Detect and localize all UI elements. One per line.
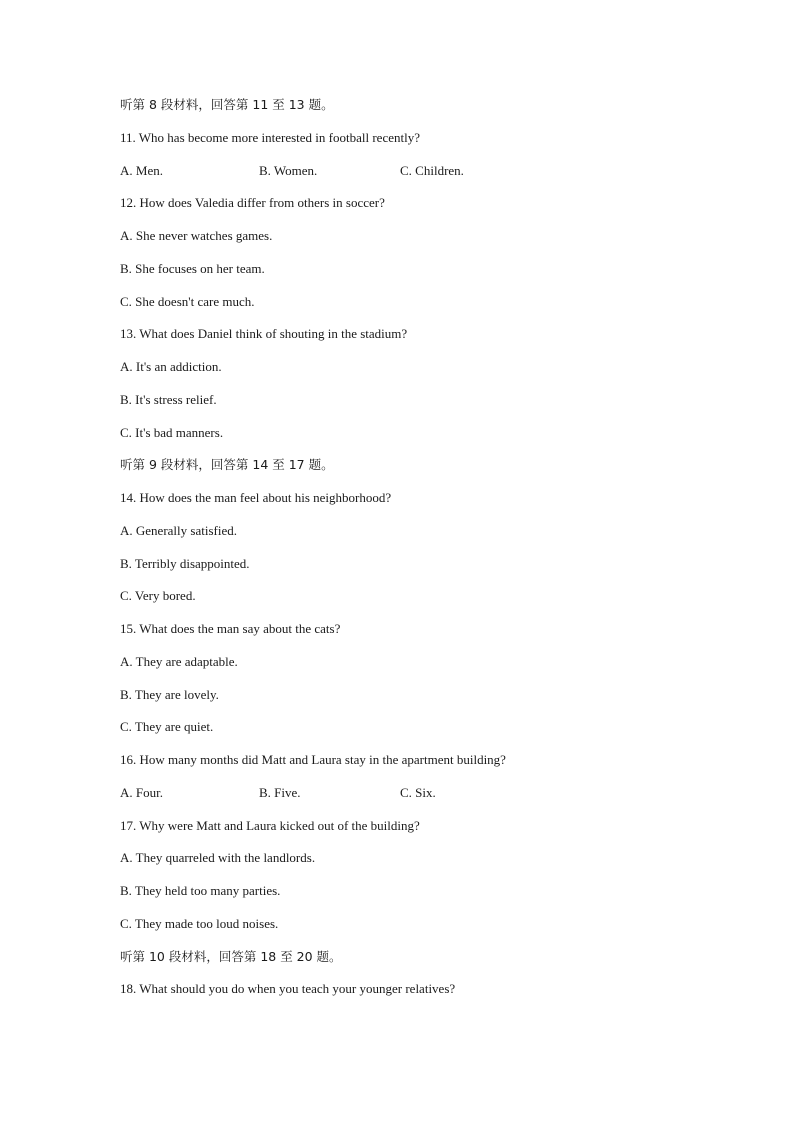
- option-16-c: C. Six.: [400, 784, 436, 800]
- question-18: 18. What should you do when you teach your younger relatives?: [120, 981, 456, 997]
- option-11-c: C. Children.: [400, 162, 464, 178]
- question-14: 14. How does the man feel about his neighborhood?: [120, 490, 392, 505]
- option-13-b: B. It's stress relief.: [120, 391, 217, 407]
- exam-page: [120, 95, 720, 1012]
- option-17-c: C. They made too loud noises.: [120, 915, 279, 931]
- option-12-a: A. She never watches games.: [120, 228, 273, 243]
- question-17: 17. Why were Matt and Laura kicked out of the building?: [120, 817, 420, 833]
- option-15-b: B. They are lovely.: [120, 686, 219, 702]
- option-16-a: A. Four.: [120, 784, 163, 800]
- question-12: 12. How does Valedia differ from others in soccer?: [120, 195, 385, 211]
- question-15: 15. What does the man say about the cats?: [120, 621, 341, 636]
- option-11-a: A. Men.: [120, 162, 163, 178]
- option-17-a: A. They quarreled with the landlords.: [120, 850, 316, 866]
- option-15-c: C. They are quiet.: [120, 719, 214, 735]
- section-header-10: 听第 10 段材料，回答第 18 至 20 题。: [120, 948, 342, 964]
- section-header-9: 听第 9 段材料，回答第 14 至 17 题。: [120, 457, 334, 473]
- option-14-a: A. Generally satisfied.: [120, 522, 237, 538]
- section-header-8: 听第 8 段材料，回答第 11 至 13 题。: [120, 97, 334, 112]
- option-12-c: C. She doesn't care much.: [120, 293, 255, 309]
- option-12-b: B. She focuses on her team.: [120, 260, 265, 276]
- option-15-a: A. They are adaptable.: [120, 653, 238, 669]
- question-13: 13. What does Daniel think of shouting in the stadium?: [120, 326, 408, 342]
- option-11-b: B. Women.: [259, 162, 318, 178]
- option-13-a: A. It's an addiction.: [120, 359, 222, 374]
- option-14-c: C. Very bored.: [120, 588, 196, 604]
- question-16: 16. How many months did Matt and Laura stay in the apartment building?: [120, 752, 506, 767]
- question-16-options: [120, 783, 720, 803]
- option-16-b: B. Five.: [259, 784, 301, 800]
- question-11-options: [120, 161, 720, 181]
- option-17-b: B. They held too many parties.: [120, 883, 281, 898]
- option-13-c: C. It's bad manners.: [120, 424, 224, 440]
- question-11: 11. Who has become more interested in football recently?: [120, 129, 420, 145]
- option-14-b: B. Terribly disappointed.: [120, 555, 250, 571]
